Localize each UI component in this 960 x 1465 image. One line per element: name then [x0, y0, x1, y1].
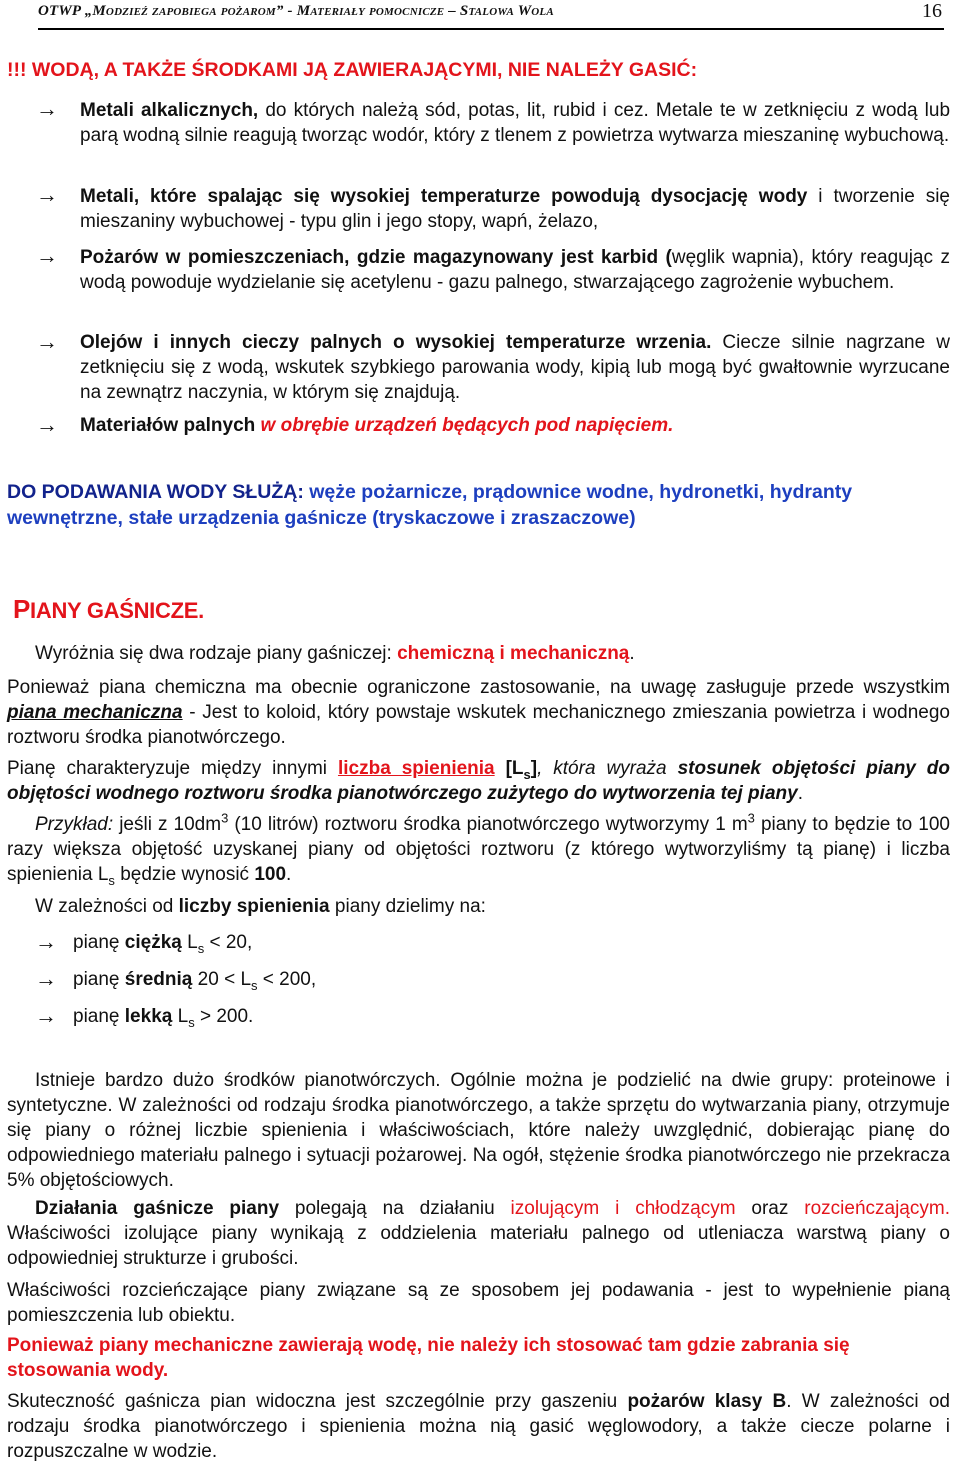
paragraph [7, 1389, 950, 1464]
text: pianę [73, 1006, 125, 1027]
text: < 20, [204, 932, 253, 953]
text: . [797, 783, 803, 804]
page-header [38, 0, 944, 30]
intro-highlight: chemiczną i mechaniczną [397, 643, 630, 664]
list-item [73, 930, 950, 955]
paragraph [35, 894, 950, 919]
text: Skuteczność gaśnicza pian widoczna jest szczególnie przy gaszeniu [7, 1391, 628, 1412]
text: W zależności od [35, 896, 179, 917]
arrow-icon: → [36, 243, 58, 268]
warning-paragraph: Ponieważ piany mechaniczne zawierają wodę, nie należy ich stosować tam gdzie zabrania się stosowania wody. [7, 1335, 850, 1381]
water-lead: DO PODAWANIA WODY SŁUŻĄ: [7, 481, 304, 503]
text: polegają na działaniu [279, 1198, 511, 1219]
item-text: węglik wapnia), który reagując z wodą powoduje wydzielanie się acetylenu - gazu palnego, stwarzającego zagrożenie wybuchem. [80, 247, 950, 293]
text: - Jest to koloid, który powstaje wskutek mechanicznego zmieszania powietrza i wodnego roztworu środka pianotwórczego. [7, 702, 950, 748]
section-title [13, 594, 950, 624]
paragraph [7, 756, 950, 806]
arrow-icon: → [35, 929, 57, 954]
superscript: 3 [221, 810, 229, 826]
subscript: s [523, 766, 531, 782]
emphasis: piana mechaniczna [7, 702, 183, 723]
text: . W zależności od rodzaju środka pianotwórczego i spienienia można nią gasić węglowodory, a także ciecze polarne i rozpuszczalne w wodzie. [7, 1391, 950, 1462]
list-item [73, 967, 950, 992]
list-item [73, 1004, 950, 1029]
intro-end: . [629, 643, 635, 664]
warning-title: !!! WODĄ, A TAKŻE ŚRODKAMI JĄ ZAWIERAJĄCYMI, NIE NALEŻY GASIĆ: [7, 59, 698, 81]
text: , która wyraża [537, 758, 678, 779]
arrow-icon: → [35, 966, 57, 991]
definition: stosunek objętości piany do objętości wodnego roztworu środka pianotwórczego zużytego do wytworzenia tej piany [7, 758, 951, 804]
subscript: s [251, 977, 258, 993]
list-item [80, 184, 950, 234]
item-text: Ciecze silnie nagrzane w zetknięciu się z wodą, wskutek szybkiego parowania wody, kipią lub mogą być gwałtownie wyrzucane na zewnątrz naczynia, w którym się znajdują. [80, 332, 950, 403]
text: < 200, [257, 969, 317, 990]
symbol: ] [530, 758, 538, 779]
foam-type: średnią [124, 969, 193, 990]
list-item [80, 98, 950, 148]
subscript: s [108, 872, 115, 888]
paragraph [7, 675, 950, 750]
text: (10 litrów) roztworu środka pianotwórczego wytworzymy 1 m [228, 814, 748, 835]
list-item [80, 413, 950, 438]
text: pianę [73, 932, 125, 953]
item-text: i tworzenie się mieszaniny wybuchowej - typu glin i jego stopy, wapń, żelazo, [80, 186, 950, 232]
text: jeśli z 10dm [113, 814, 222, 835]
item-bold: Materiałów palnych [80, 415, 256, 436]
text: pianę [73, 969, 125, 990]
header-title: OTWP „Modzieź zapobiega pożarom” - Materiały pomocnicze – Stalowa Wola [38, 3, 554, 19]
paragraph: Istnieje bardzo dużo środków pianotwórczych. Ogólnie można je podzielić na dwie grupy: proteinowe i syntetyczne. W zależności od rodzaju środka pianotwórczego, a także sprzętu do wytwarzania piany, otrzymuje się piany o różnej liczbie spienienia i właściwościach, które należy uwzględnić, dobierając pianę do odpowiedniego materiału palnego i sytuacji pożarowej. Na ogół, stężenie środka pianotwórczego nie przekracza 5% objętościowych. [7, 1070, 950, 1191]
title-initial: P [13, 594, 31, 624]
paragraph [7, 1196, 950, 1271]
term: liczby spienienia [178, 896, 330, 917]
arrow-icon: → [36, 96, 58, 121]
term: liczba spienienia [337, 758, 495, 779]
foam-type: ciężką [124, 932, 182, 953]
text [495, 758, 506, 779]
intro-text: Wyróżnia się dwa rodzaje piany gaśniczej: [35, 643, 398, 664]
arrow-icon: → [36, 182, 58, 207]
subscript: s [188, 1014, 195, 1030]
text: Pianę charakteryzuje między innymi [7, 758, 338, 779]
text: piany to będzie to 100 razy większa objętość uzyskanej piany od objętości roztworu (z którego wytworzyliśmy tą pianę) i liczba spienienia L [7, 814, 950, 885]
text: piany dzielimy na: [329, 896, 486, 917]
superscript: 3 [747, 810, 755, 826]
subscript: s [197, 940, 205, 956]
paragraph: Właściwości rozcieńczające piany związane są ze sposobem jej podawania - jest to wypełnienie pianą pomieszczenia lub obiektu. [7, 1280, 950, 1326]
term: pożarów klasy B [627, 1391, 787, 1412]
item-bold: Metali alkalicznych, [80, 100, 259, 121]
arrow-icon: → [36, 412, 58, 437]
arrow-icon: → [36, 329, 58, 354]
text: oraz [735, 1198, 805, 1219]
text: L [172, 1006, 189, 1027]
title-rest: IANY GAŚNICZE. [30, 598, 204, 623]
value: 100 [254, 864, 287, 885]
list-item [80, 330, 950, 405]
page-number: 16 [922, 0, 942, 22]
water-text: węże pożarnicze, prądownice wodne, hydronetki, hydranty wewnętrzne, stałe urządzenia gaśnicze (tryskaczowe i zraszaczowe) [7, 481, 853, 529]
foam-type: lekką [124, 1006, 173, 1027]
text: Ponieważ piana chemiczna ma obecnie ograniczone zastosowanie, na uwagę zasługuje przede wszystkim [7, 677, 950, 698]
text: 20 < L [192, 969, 252, 990]
term: Działania gaśnicze piany [35, 1198, 280, 1219]
item-bold: Pożarów w pomieszczeniach, gdzie magazynowany jest karbid ( [80, 247, 672, 268]
text: L [181, 932, 198, 953]
item-red-text: w obrębie urządzeń będących pod napięciem. [255, 415, 674, 436]
item-bold: Metali, które spalając się wysokiej temperaturze powodują dysocjację wody [80, 186, 808, 207]
text: > 200. [194, 1006, 254, 1027]
symbol: [L [505, 758, 524, 779]
highlight: rozcieńczającym. [804, 1198, 950, 1219]
example-label: Przykład: [35, 814, 114, 835]
arrow-icon: → [35, 1003, 57, 1028]
foam-intro [35, 641, 950, 666]
item-bold: Olejów i innych cieczy palnych o wysokiej temperaturze wrzenia. [80, 332, 712, 353]
text: Właściwości izolujące piany wynikają z oddzielenia materiału palnego od utleniacza warstwą piany o odpowiedniej strukturze i grubości. [7, 1223, 950, 1269]
item-text: do których należą sód, potas, lit, rubid i cez. Metale te w zetknięciu z wodą lub parą wodną silnie reagują tworząc wodór, który z tlenem z powietrza wytwarza mieszaninę wybuchową. [80, 100, 951, 146]
list-item [80, 245, 950, 295]
paragraph [7, 812, 950, 887]
water-section [7, 479, 950, 531]
text: . [286, 864, 292, 885]
highlight: izolującym i chłodzącym [510, 1198, 736, 1219]
text: będzie wynosić [114, 864, 255, 885]
